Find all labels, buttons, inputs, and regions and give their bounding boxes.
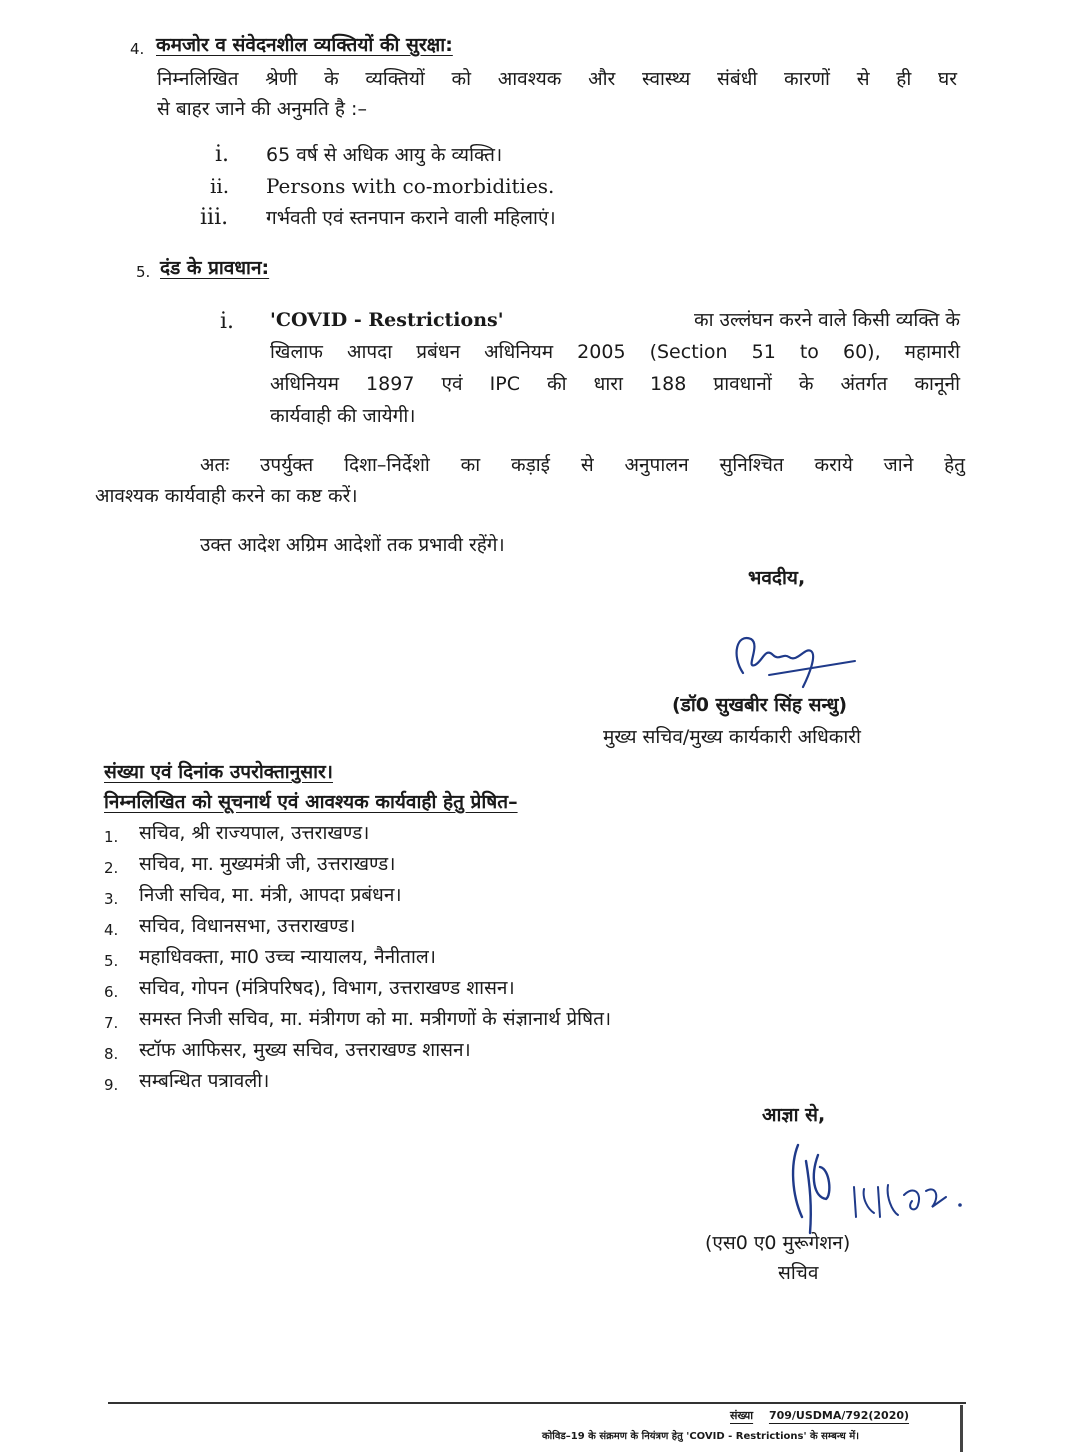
section4-item-numeral: iii. — [200, 205, 229, 230]
section4-intro-line1: निम्नलिखित श्रेणी के व्यक्तियों को आवश्यक और स्वास्थ्य संबंधी कारणों से ही घर — [157, 68, 957, 90]
list-item-text: सम्बन्धित पत्रावली। — [139, 1070, 270, 1092]
signatory2-designation: सचिव — [778, 1262, 819, 1284]
footer-vertical-rule — [960, 1405, 963, 1452]
section4-item-text: 65 वर्ष से अधिक आयु के व्यक्ति। — [266, 144, 503, 166]
footer-rule — [108, 1402, 966, 1404]
footer-number-value: 709/USDMA/792(2020) — [768, 1409, 910, 1422]
list-item — [104, 911, 611, 942]
list-item-number: 2. — [104, 859, 119, 877]
section4-item-text: गर्भवती एवं स्तनपान कराने वाली महिलाएं। — [266, 207, 556, 229]
list-item — [104, 1066, 611, 1097]
list-item — [104, 880, 611, 911]
list-item — [104, 973, 611, 1004]
list-item-number: 9. — [104, 1076, 119, 1094]
list-item-number: 4. — [104, 921, 119, 939]
section4-number: 4. — [130, 40, 145, 58]
closing-para1-line2: आवश्यक कार्यवाही करने का कष्ट करें। — [95, 485, 358, 507]
list-item — [104, 818, 611, 849]
signatory1-name: (डॉ0 सुखबीर सिंह सन्धु) — [672, 694, 848, 716]
list-item-text: समस्त निजी सचिव, मा. मंत्रीगण को मा. मत्रीगणों के संज्ञानार्थ प्रेषित। — [139, 1008, 612, 1030]
closing-para1-line1: अतः उपर्युक्त दिशा–निर्देशो का कड़ाई से अनुपालन सुनिश्चित कराये जाने हेतु — [200, 454, 965, 476]
signatory2-name: (एस0 ए0 मुरूगेशन) — [705, 1232, 851, 1254]
section4-item-numeral: ii. — [210, 174, 230, 198]
section5-item-line2: खिलाफ आपदा प्रबंधन अधिनियम 2005 (Section 51 to 60), महामारी — [270, 341, 960, 363]
section5-item-numeral: i. — [220, 309, 235, 334]
signature-sukhbir-sandhu — [725, 625, 865, 695]
list-item-number: 7. — [104, 1014, 119, 1032]
section4-heading: कमजोर व संवेदनशील व्यक्तियों की सुरक्षा: — [156, 34, 453, 56]
section5-heading: दंड के प्रावधान: — [160, 257, 270, 279]
distribution-list — [104, 818, 611, 1097]
section5-number: 5. — [136, 263, 151, 281]
list-item — [104, 1035, 611, 1066]
list-item-number: 5. — [104, 952, 119, 970]
distribution-ref-line: संख्या एवं दिनांक उपरोक्तानुसार। — [104, 761, 333, 783]
list-item — [104, 1004, 611, 1035]
list-item — [104, 849, 611, 880]
list-item-number: 3. — [104, 890, 119, 908]
list-item-text: सचिव, श्री राज्यपाल, उत्तराखण्ड। — [139, 822, 370, 844]
section4-item-numeral: i. — [215, 142, 230, 167]
footer-reference — [730, 1408, 909, 1423]
salutation: भवदीय, — [748, 567, 806, 589]
list-item-number: 1. — [104, 828, 119, 846]
section5-item-line4: कार्यवाही की जायेगी। — [270, 405, 416, 427]
closing-para2: उक्त आदेश अग्रिम आदेशों तक प्रभावी रहेंगे। — [200, 534, 505, 556]
list-item-text: महाधिवक्ता, मा0 उच्च न्यायालय, नैनीताल। — [139, 946, 436, 968]
list-item-text: सचिव, गोपन (मंत्रिपरिषद), विभाग, उत्तराखण्ड शासन। — [139, 977, 515, 999]
covid-restrictions-term: 'COVID - Restrictions' — [270, 309, 504, 331]
list-item-text: सचिव, विधानसभा, उत्तराखण्ड। — [139, 915, 356, 937]
list-item-number: 8. — [104, 1045, 119, 1063]
footer-subject: कोविड–19 के संक्रमण के नियंत्रण हेतु 'COVID - Restrictions' के सम्बन्ध में। — [542, 1431, 860, 1442]
list-item-text: स्टॉफ आफिसर, मुख्य सचिव, उत्तराखण्ड शासन। — [139, 1039, 471, 1061]
signature-murugesan — [770, 1125, 970, 1240]
list-item-number: 6. — [104, 983, 119, 1001]
order-line: आज्ञा से, — [762, 1104, 826, 1126]
signatory1-designation: मुख्य सचिव/मुख्य कार्यकारी अधिकारी — [603, 726, 861, 748]
section4-item-text: Persons with co-morbidities. — [266, 174, 555, 198]
section5-item-line1-rest: का उल्लंघन करने वाले किसी व्यक्ति के — [694, 309, 960, 331]
list-item — [104, 942, 611, 973]
section4-intro-line2: से बाहर जाने की अनुमति है :– — [157, 98, 367, 120]
footer-number-label: संख्या — [730, 1409, 754, 1422]
distribution-heading: निम्नलिखित को सूचनार्थ एवं आवश्यक कार्यवाही हेतु प्रेषित– — [104, 791, 518, 813]
section5-item-line3: अधिनियम 1897 एवं IPC की धारा 188 प्रावधानों के अंतर्गत कानूनी — [270, 373, 960, 395]
list-item-text: सचिव, मा. मुख्यमंत्री जी, उत्तराखण्ड। — [139, 853, 396, 875]
list-item-text: निजी सचिव, मा. मंत्री, आपदा प्रबंधन। — [139, 884, 402, 906]
section5-item-line1 — [270, 305, 960, 335]
